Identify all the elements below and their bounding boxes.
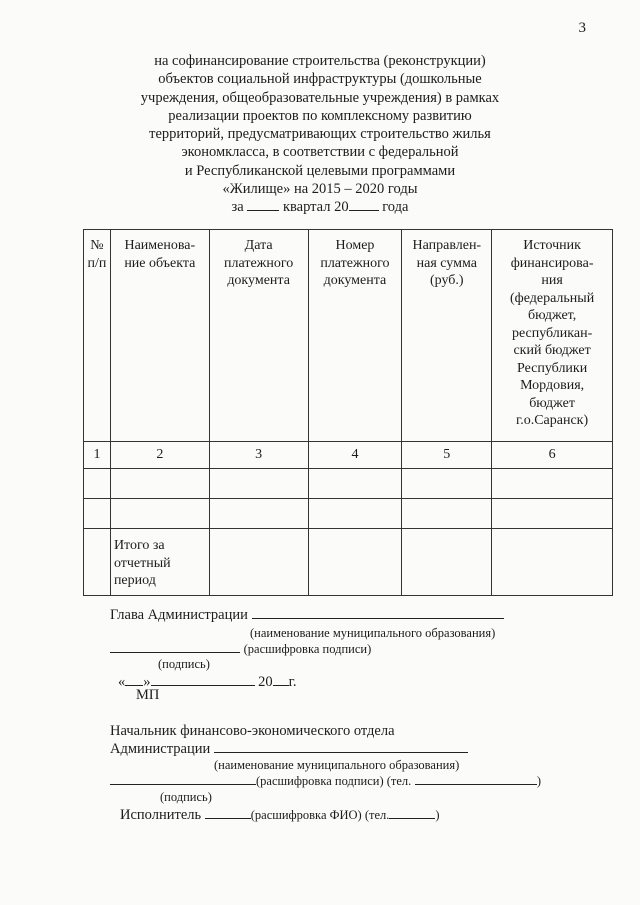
period-middle: квартал 20 — [282, 199, 349, 216]
table-cell[interactable] — [209, 529, 308, 596]
executor-line — [120, 806, 440, 824]
heading-line: «Жилище» на 2015 – 2020 годы — [222, 181, 418, 198]
municipality-caption: (наименование муниципального образования) — [250, 626, 496, 640]
table-cell[interactable] — [308, 499, 402, 529]
table-cell[interactable] — [402, 529, 492, 596]
finance-decode-line — [110, 772, 541, 790]
table-cell[interactable] — [492, 499, 613, 529]
column-numbers-row — [84, 442, 613, 469]
head-title: Глава Администрации — [110, 607, 248, 623]
executor-label: Исполнитель — [120, 807, 202, 823]
table-cell[interactable] — [84, 529, 111, 596]
column-number: 2 — [110, 442, 209, 469]
year-suffix: г. — [288, 674, 297, 690]
month-blank[interactable] — [151, 673, 255, 686]
heading-line: и Республиканской целевыми программами — [184, 162, 456, 179]
period-prefix: за — [231, 199, 244, 216]
period-suffix: года — [382, 199, 409, 216]
table-cell[interactable] — [209, 469, 308, 499]
table-cell[interactable] — [492, 469, 613, 499]
quarter-blank[interactable] — [247, 198, 279, 211]
municipality-blank[interactable] — [252, 606, 504, 619]
heading-line: территорий, предусматривающих строительство жилья — [149, 126, 491, 143]
table-cell[interactable] — [492, 529, 613, 596]
table-cell[interactable] — [402, 469, 492, 499]
column-number: 3 — [209, 442, 308, 469]
finance-signature-blank[interactable] — [110, 772, 256, 785]
finance-close-paren: ) — [536, 774, 542, 788]
date-open-quote: « — [118, 674, 126, 690]
period-line — [0, 198, 640, 216]
table-cell[interactable] — [84, 499, 111, 529]
col-header-payment-date: Дата платежного документа — [209, 230, 308, 442]
finance-admin-title: Администрации — [110, 741, 211, 757]
payments-table — [83, 229, 613, 596]
table-cell[interactable] — [110, 469, 209, 499]
year-prefix: 20 — [258, 674, 273, 690]
col-header-object-name: Наименова- ние объекта — [110, 230, 209, 442]
col-header-amount: Направлен- ная сумма (руб.) — [402, 230, 492, 442]
year-blank-2[interactable] — [273, 673, 289, 686]
table-cell[interactable] — [84, 469, 111, 499]
finance-decode-caption: (расшифровка подписи) (тел. — [256, 774, 412, 788]
table-cell[interactable] — [308, 529, 402, 596]
column-number: 4 — [308, 442, 402, 469]
date-close-quote: » — [143, 674, 151, 690]
total-row — [84, 529, 613, 596]
heading-line: объектов социальной инфраструктуры (дошкольные — [158, 71, 482, 88]
column-number: 6 — [492, 442, 613, 469]
executor-caption: (расшифровка ФИО) (тел. — [250, 808, 390, 822]
table-cell[interactable] — [110, 499, 209, 529]
decode-caption: (расшифровка подписи) — [243, 642, 372, 656]
page-number: 3 — [578, 20, 586, 36]
heading-line: на софинансирование строительства (реконструкции) — [154, 53, 486, 69]
head-decode-line — [110, 640, 371, 658]
finance-sign-caption: (подпись) — [160, 790, 212, 804]
sign-caption: (подпись) — [158, 657, 210, 671]
table-header-row — [84, 230, 613, 442]
col-header-funding-source: Источник финансирова- ния (федеральный бюджет, республикан- ский бюджет Республики Мордовия, бюджет г.о.Саранск) — [492, 230, 613, 442]
finance-head-title: Начальник финансово-экономического отдела — [110, 723, 395, 739]
heading-line: экономкласса, в соответствии с федеральной — [181, 144, 459, 161]
day-blank[interactable] — [125, 673, 143, 686]
table-cell[interactable] — [209, 499, 308, 529]
finance-municipality-caption: (наименование муниципального образования) — [214, 758, 460, 772]
finance-admin-line — [110, 740, 468, 758]
executor-name-blank[interactable] — [205, 806, 251, 819]
table-cell[interactable] — [402, 499, 492, 529]
stamp-label: МП — [136, 687, 160, 703]
col-header-number: № п/п — [84, 230, 111, 442]
total-label: Итого за отчетный период — [110, 529, 209, 596]
finance-phone-blank[interactable] — [415, 772, 537, 785]
year-blank[interactable] — [349, 198, 379, 211]
finance-municipality-blank[interactable] — [214, 740, 468, 753]
table-cell[interactable] — [308, 469, 402, 499]
table-row — [84, 469, 613, 499]
heading-line: учреждения, общеобразовательные учреждения) в рамках — [140, 89, 500, 106]
column-number: 5 — [402, 442, 492, 469]
heading-line: реализации проектов по комплексному развитию — [168, 107, 472, 124]
col-header-payment-number: Номер платежного документа — [308, 230, 402, 442]
table-row — [84, 499, 613, 529]
document-heading — [0, 52, 640, 217]
executor-close-paren: ) — [435, 808, 440, 822]
head-signature-line — [110, 606, 504, 624]
signature-blank[interactable] — [110, 640, 240, 653]
executor-phone-blank[interactable] — [389, 806, 435, 819]
column-number: 1 — [84, 442, 111, 469]
